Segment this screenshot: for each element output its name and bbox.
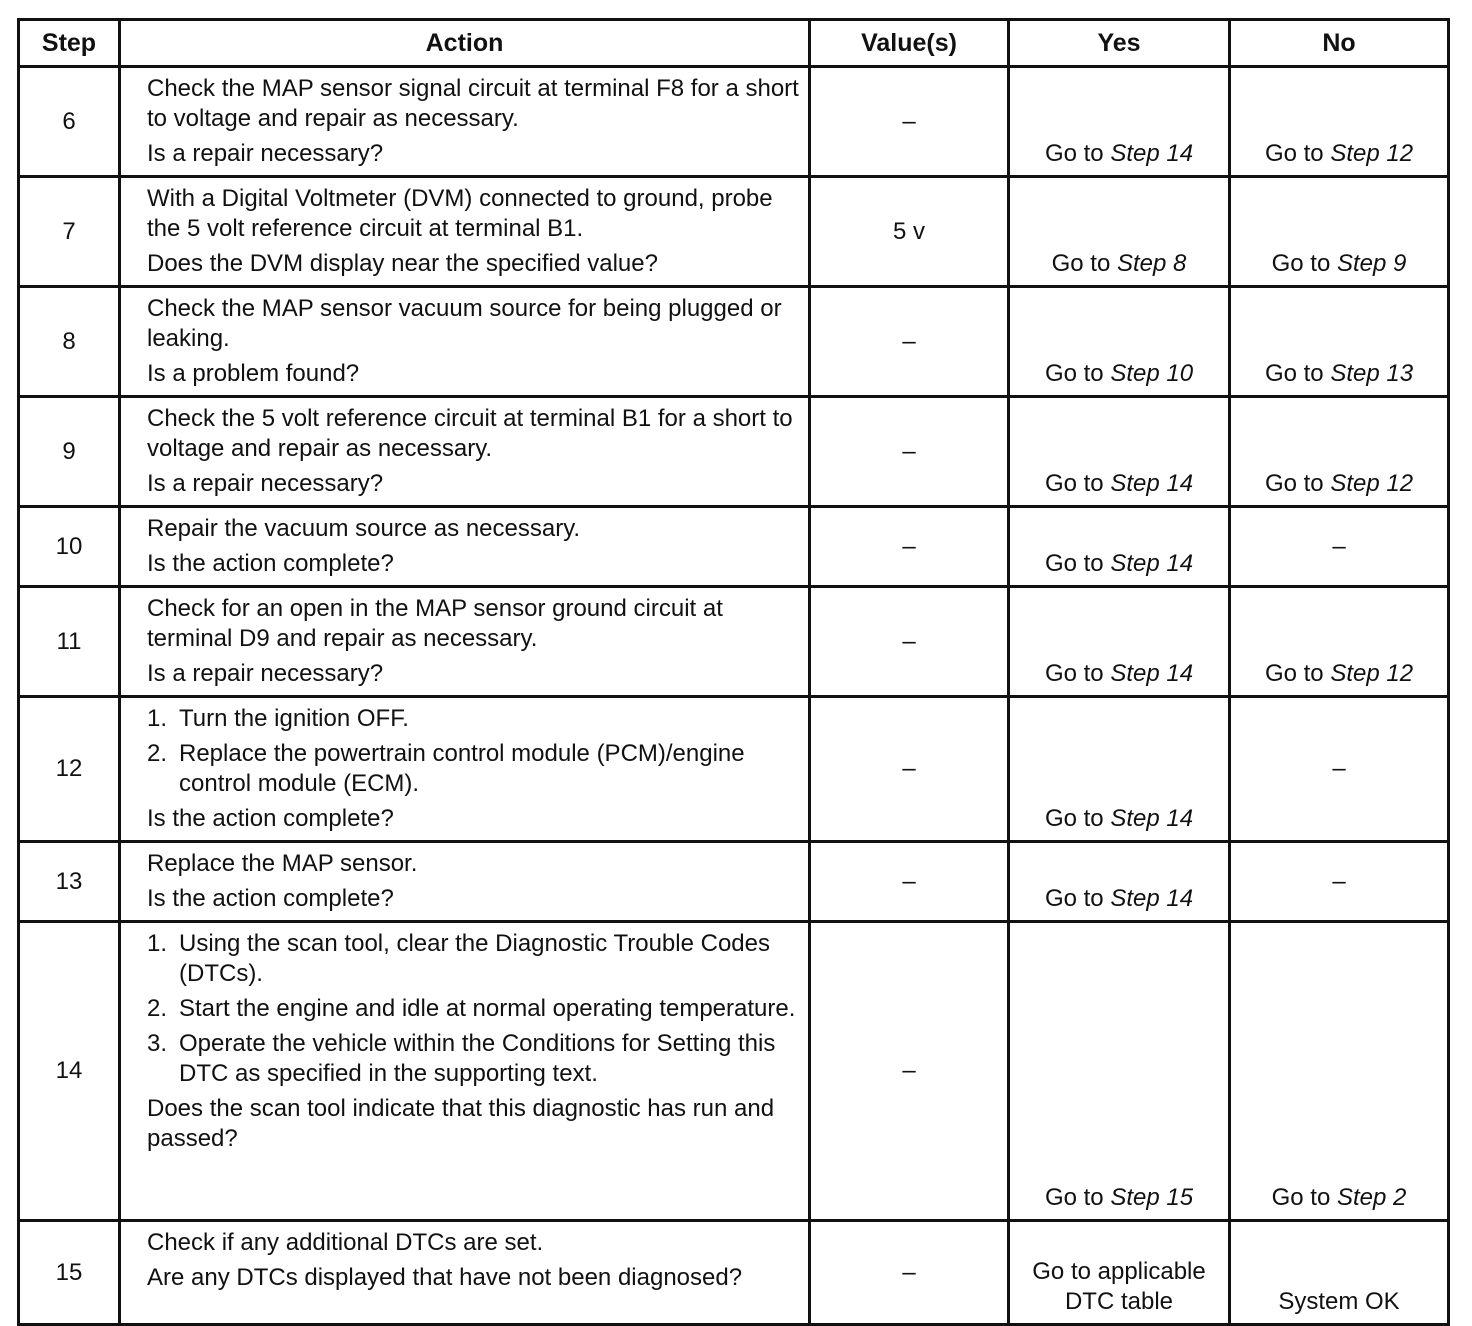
no-cell [1230,287,1449,397]
goto-prefix: Go to [1044,1184,1104,1211]
goto-prefix: Go to [1044,885,1104,912]
step-number: 7 [19,177,120,287]
value-cell: 5 v [810,177,1009,287]
goto-step-ref: Step 14 [1110,885,1194,912]
list-number: 3. [147,1030,168,1057]
goto-step-ref: Step 12 [1330,660,1414,687]
list-number: 2. [147,740,168,767]
yes-cell: Go to applicable DTC table [1009,1221,1230,1325]
value-cell: – [810,587,1009,697]
action-cell [120,177,810,287]
action-text: Are any DTCs displayed that have not been diagnosed? [147,1264,743,1291]
action-cell [120,507,810,587]
goto-prefix: Go to [1044,660,1104,687]
list-number: 2. [147,995,168,1022]
step-number: 9 [19,397,120,507]
action-cell [120,842,810,922]
yes-cell [1009,287,1230,397]
no-cell [1230,922,1449,1221]
goto-step-ref: Step 14 [1110,660,1194,687]
no-cell [1230,177,1449,287]
action-text: Is the action complete? [147,885,394,912]
no-cell [1230,397,1449,507]
no-cell [1230,67,1449,177]
value-cell: – [810,287,1009,397]
goto-prefix: Go to [1264,360,1324,387]
no-cell: – [1230,697,1449,842]
header-step: Step [19,20,120,67]
goto-prefix: Go to [1051,250,1111,277]
goto-prefix: Go to [1264,660,1324,687]
action-text: Is a repair necessary? [147,660,384,687]
value-cell: – [810,697,1009,842]
action-list-item [147,1029,800,1089]
header-yes: Yes [1009,20,1230,67]
value-cell: – [810,397,1009,507]
goto-prefix: Go to [1264,470,1324,497]
action-cell [120,1221,810,1325]
table-row [19,177,1449,287]
goto-step-ref: Step 10 [1110,360,1194,387]
diagnostic-table [17,18,1450,1326]
list-number: 1. [147,705,168,732]
action-cell [120,587,810,697]
header-no: No [1230,20,1449,67]
yes-cell [1009,922,1230,1221]
list-text: Start the engine and idle at normal operating temperature. [179,995,796,1022]
goto-prefix: Go to [1044,140,1104,167]
action-text: Is the action complete? [147,550,394,577]
table-body [19,67,1449,1325]
action-text: Is a problem found? [147,360,360,387]
list-text: Using the scan tool, clear the Diagnostic Trouble Codes (DTCs). [179,930,770,987]
action-text: Does the DVM display near the specified value? [147,250,658,277]
step-number: 8 [19,287,120,397]
goto-step-ref: Step 14 [1110,550,1194,577]
goto-step-ref: Step 8 [1116,250,1187,277]
table-row [19,287,1449,397]
goto-step-ref: Step 12 [1330,140,1414,167]
action-cell [120,287,810,397]
action-text: Check the MAP sensor signal circuit at terminal F8 for a short to voltage and repair as necessary. [147,75,799,132]
action-text: Replace the MAP sensor. [147,850,418,877]
action-text: Does the scan tool indicate that this diagnostic has run and passed? [147,1095,775,1152]
action-text: Check the 5 volt reference circuit at terminal B1 for a short to voltage and repair as necessary. [147,405,793,462]
action-list-item [147,704,800,734]
goto-prefix: Go to [1264,140,1324,167]
step-number: 14 [19,922,120,1221]
yes-cell [1009,697,1230,842]
action-cell [120,67,810,177]
table-row [19,507,1449,587]
yes-cell [1009,177,1230,287]
action-text: Is a repair necessary? [147,140,384,167]
value-cell: – [810,67,1009,177]
yes-cell [1009,842,1230,922]
table-row [19,842,1449,922]
no-cell: – [1230,842,1449,922]
yes-cell [1009,67,1230,177]
value-cell: – [810,507,1009,587]
header-action: Action [120,20,810,67]
action-list-item [147,994,800,1024]
table-row [19,1221,1449,1325]
list-text: Operate the vehicle within the Conditions for Setting this DTC as specified in the supporting text. [179,1030,776,1087]
table-row [19,587,1449,697]
goto-step-ref: Step 2 [1336,1184,1407,1211]
step-number: 6 [19,67,120,177]
action-cell [120,922,810,1221]
action-text: Is a repair necessary? [147,470,384,497]
value-cell: – [810,1221,1009,1325]
no-cell [1230,587,1449,697]
table-row [19,397,1449,507]
step-number: 13 [19,842,120,922]
yes-cell [1009,397,1230,507]
table-row [19,67,1449,177]
action-list-item [147,739,800,799]
list-text: Turn the ignition OFF. [179,705,409,732]
yes-cell [1009,587,1230,697]
list-text: Replace the powertrain control module (PCM)/engine control module (ECM). [179,740,745,797]
goto-prefix: Go to [1044,805,1104,832]
table-row [19,922,1449,1221]
no-cell: – [1230,507,1449,587]
goto-prefix: Go to [1044,550,1104,577]
list-number: 1. [147,930,168,957]
action-text: Check if any additional DTCs are set. [147,1229,544,1256]
table-row [19,697,1449,842]
header-values: Value(s) [810,20,1009,67]
goto-step-ref: Step 14 [1110,140,1194,167]
action-text: With a Digital Voltmeter (DVM) connected to ground, probe the 5 volt reference circuit at terminal B1. [147,185,773,242]
goto-step-ref: Step 13 [1330,360,1414,387]
action-cell [120,697,810,842]
step-number: 10 [19,507,120,587]
value-cell: – [810,842,1009,922]
no-cell: System OK [1230,1221,1449,1325]
yes-cell [1009,507,1230,587]
action-text: Repair the vacuum source as necessary. [147,515,581,542]
action-text: Check the MAP sensor vacuum source for being plugged or leaking. [147,295,782,352]
step-number: 15 [19,1221,120,1325]
goto-step-ref: Step 12 [1330,470,1414,497]
goto-prefix: Go to [1044,360,1104,387]
goto-step-ref: Step 14 [1110,470,1194,497]
goto-step-ref: Step 15 [1110,1184,1194,1211]
step-number: 12 [19,697,120,842]
goto-prefix: Go to [1044,470,1104,497]
goto-prefix: Go to [1271,1184,1331,1211]
goto-step-ref: Step 14 [1110,805,1194,832]
action-text: Check for an open in the MAP sensor ground circuit at terminal D9 and repair as necessary. [147,595,723,652]
goto-step-ref: Step 9 [1336,250,1407,277]
header-row [19,20,1449,67]
step-number: 11 [19,587,120,697]
action-list-item [147,929,800,989]
action-text: Is the action complete? [147,805,394,832]
action-cell [120,397,810,507]
value-cell: – [810,922,1009,1221]
goto-prefix: Go to [1271,250,1331,277]
